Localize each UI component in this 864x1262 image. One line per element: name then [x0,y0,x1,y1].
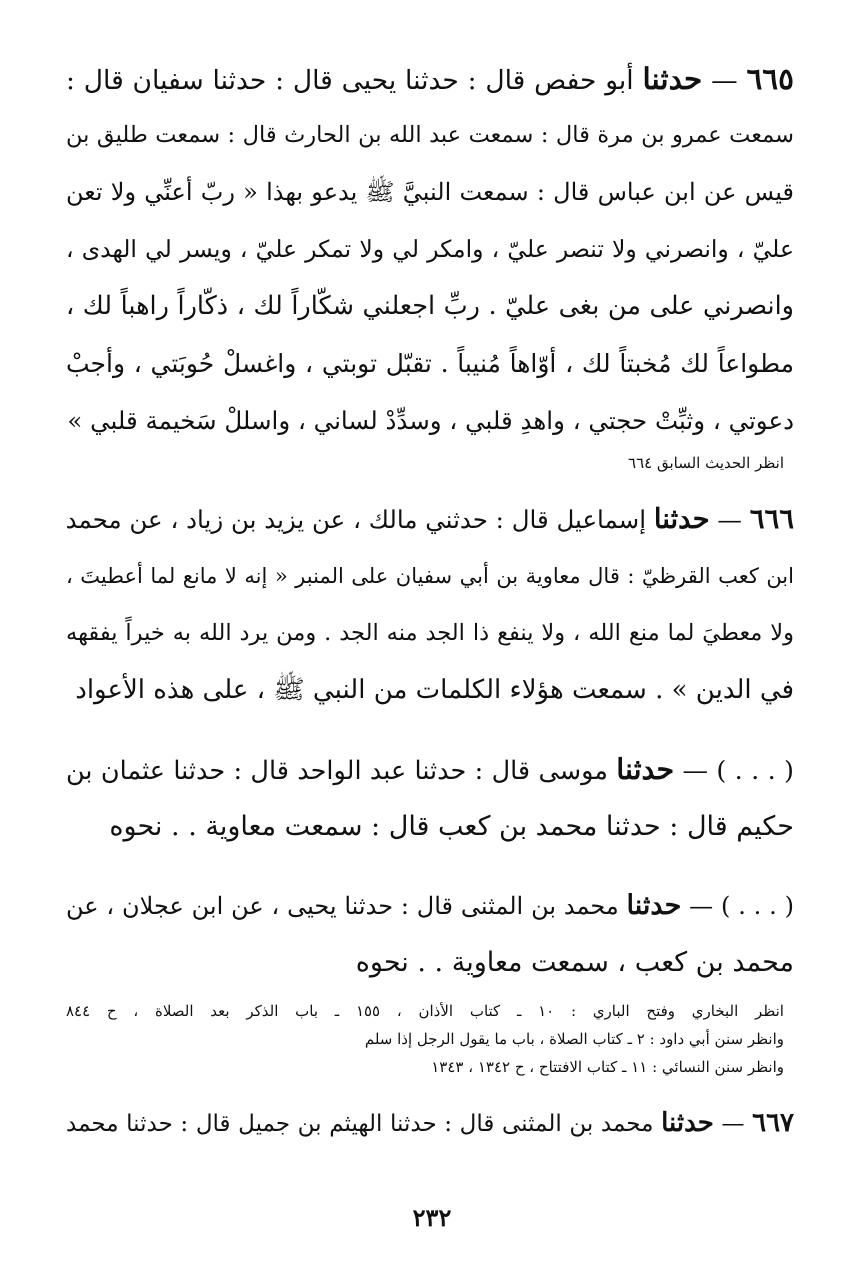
hadith-text: أبو حفص قال : حدثنا يحيى قال : حدثنا سفيان قال : [66,65,634,96]
chain-marker: ( . . . ) — [689,892,794,920]
page-body [66,50,794,1262]
hadith-line [66,877,794,934]
haddathana-word: حدثنا [642,61,703,96]
hadith-line: مطواعاً لك مُخبتاً لك ، أوّاهاً مُنيباً . تقبّل توبتي ، واغسلْ حُوبَتي ، وأجبْ [66,349,794,378]
hadith-666-variant-a [66,741,794,855]
hadith-line: ابن كعب القرظيّ : قال معاوية بن أبي سفيان على المنبر « إنه لا مانع لما أعطيتَ ، [66,564,794,588]
hadith-number: ٦٦٧ [752,1108,794,1138]
hadith-line: وانصرني على من بغى عليّ . ربِّ اجعلني شكّاراً لك ، ذكّاراً راهباً لك ، [66,291,794,321]
hadith-text: محمد بن المثنى قال : حدثنا الهيثم بن جميل قال : حدثنا محمد [66,1111,654,1137]
hadith-line [66,50,794,107]
hadith-line: دعوتي ، وثبِّتْ حجتي ، واهدِ قلبي ، وسدِّدْ لساني ، واسللْ سَخيمة قلبي » [67,406,794,435]
haddathana-word: حدثنا [661,1108,714,1138]
dash: — [711,65,738,96]
hadith-number: ٦٦٥ [746,61,794,96]
hadith-text: إسماعيل قال : حدثني مالك ، عن يزيد بن زياد ، عن محمد [66,505,647,534]
hadith-line: في الدين » . سمعت هؤلاء الكلمات من النبي ﷺ ، على هذه الأعواد [75,675,794,705]
hadith-line: عليّ ، وانصرني ولا تنصر عليّ ، وامكر لي ولا تمكر عليّ ، ويسر لي الهدى ، [66,235,794,263]
haddathana-word: حدثنا [626,890,682,921]
chain-marker: ( . . . ) — [682,756,794,786]
hadith-666 [66,491,794,719]
hadith-line [66,741,794,798]
hadith-line [66,1095,794,1152]
hadith-666-variant-b [66,877,794,1081]
hadith-line [66,491,794,548]
hadith-line: حكيم قال : حدثنا محمد بن كعب قال : سمعت معاوية . . نحوه [109,811,794,842]
reference-note: وانظر سنن أبي داود : ٢ ـ كتاب الصلاة ، باب ما يقول الرجل إذا سلم [364,1030,784,1048]
hadith-text: محمد بن المثنى قال : حدثنا يحيى ، عن ابن عجلان ، عن [66,892,619,920]
haddathana-word: حدثنا [616,752,675,786]
hadith-line: قيس عن ابن عباس قال : سمعت النبيَّ ﷺ يدعو بهذا « ربّ أعنِّي ولا تعن [66,178,794,206]
hadith-line: محمد بن كعب ، سمعت معاوية . . نحوه [355,947,794,978]
reference-note: انظر البخاري وفتح الباري : ١٠ ـ كتاب الأذان ، ١٥٥ ـ باب الذكر بعد الصلاة ، ح ٨٤٤ [66,1002,784,1020]
hadith-text: موسى قال : حدثنا عبد الواحد قال : حدثنا عثمان بن [66,756,608,786]
reference-note: انظر الحديث السابق ٦٦٤ [628,454,784,472]
dash: — [717,505,742,534]
hadith-line: سمعت عمرو بن مرة قال : سمعت عبد الله بن الحارث قال : سمعت طليق بن [66,122,794,148]
hadith-number: ٦٦٦ [749,503,794,535]
hadith-line: ولا معطيَ لما منع الله ، ولا ينفع ذا الجد منه الجد . ومن يرد الله به خيراً يفقهه [66,620,794,646]
reference-note: وانظر سنن النسائي : ١١ ـ كتاب الافتتاح ، ح ١٣٤٢ ، ١٣٤٣ [431,1058,784,1076]
page-number: ٢٣٢ [412,1203,452,1232]
haddathana-word: حدثنا [653,503,710,535]
hadith-667 [66,1095,794,1152]
hadith-665 [66,50,794,477]
dash: — [721,1111,745,1137]
